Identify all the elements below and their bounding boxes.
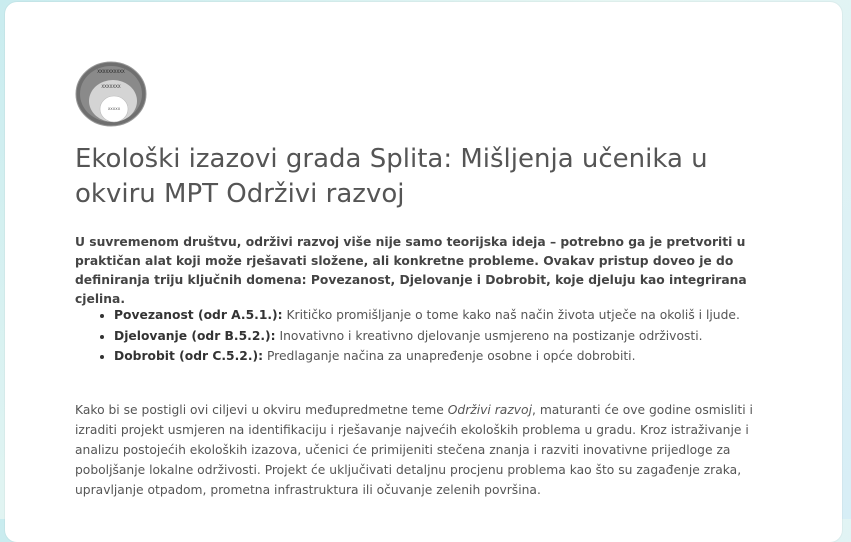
body-text-part2: , maturanti će ove godine osmisliti i izraditi projekt usmjeren na identifikaciju i rješavanje najvećih ekoloških problema u gradu. Kroz istraživanje i analizu postojećih ekoloških izazova, učenici će primijeniti stečena znanja i razviti inovativne prijedloge za poboljšanje lokalne održivosti. Projekt će uključivati detaljnu procjenu problema kao što su zagađenje zraka, upravljanje otpadom, prometna infrastruktura ili očuvanje zelenih površina. bbox=[75, 403, 753, 497]
topic-emphasis: Održivi razvoj bbox=[447, 403, 532, 417]
domain-description: Inovativno i kreativno djelovanje usmjereno na postizanje održivosti. bbox=[275, 328, 703, 343]
nested-circles-logo bbox=[75, 60, 153, 130]
logo-outer-label: XXXXXXXXXX bbox=[97, 69, 125, 74]
list-item-dobrobit bbox=[114, 346, 824, 367]
domain-name: Dobrobit (odr C.5.2.): bbox=[114, 349, 264, 363]
body-text-part1: Kako bi se postigli ovi ciljevi u okviru međupredmetne teme bbox=[75, 403, 448, 417]
domain-name: Povezanost (odr A.5.1.): bbox=[114, 308, 283, 322]
content-card bbox=[5, 2, 842, 542]
domain-list bbox=[75, 305, 824, 367]
intro-paragraph: U suvremenom društvu, održivi razvoj više nije samo teorijska ideja – potrebno ga je pretvoriti u praktičan alat koji može rješavati složene, ali konkretne probleme. Ovakav pristup doveo je do definiranja triju ključnih domena: Povezanost, Djelovanje i Dobrobit, koje djeluju kao integrirana cjelina. bbox=[75, 235, 747, 306]
domain-description: Kritičko promišljanje o tome kako naš način života utječe na okoliš i ljude. bbox=[282, 308, 740, 322]
list-item-povezanost bbox=[114, 305, 824, 326]
project-description bbox=[75, 400, 775, 500]
logo-inner-label: XXXXX bbox=[107, 107, 121, 111]
page-title: Ekološki izazovi grada Splita: Mišljenja učenika u okviru MPT Održivi razvoj bbox=[75, 144, 708, 209]
logo-middle-label: XXXXXXX bbox=[101, 84, 121, 89]
domain-name: Djelovanje (odr B.5.2.): bbox=[114, 328, 276, 343]
domain-description: Predlaganje načina za unapređenje osobne i opće dobrobiti. bbox=[263, 349, 636, 363]
list-item-djelovanje bbox=[114, 326, 824, 347]
